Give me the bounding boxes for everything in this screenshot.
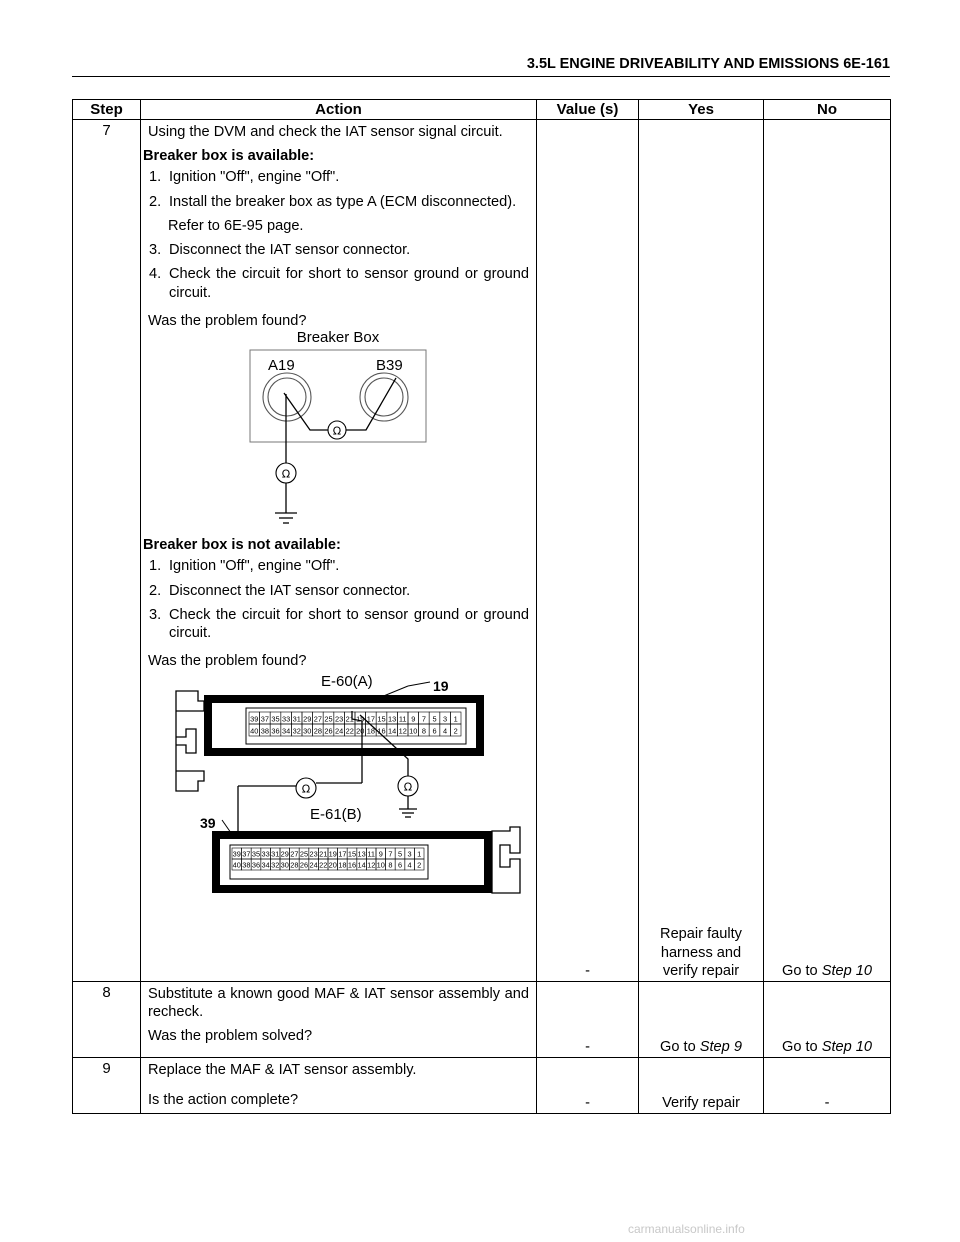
pin-number: 12 (367, 860, 376, 870)
connector-a-label: E-60(A) (321, 672, 373, 690)
pin-number: 23 (334, 714, 344, 724)
pin-number: 25 (299, 849, 309, 859)
pin-number: 10 (376, 860, 385, 870)
pin-number: 34 (261, 860, 270, 870)
pin-number: 8 (388, 860, 393, 870)
step7-intro: Using the DVM and check the IAT sensor signal circuit. (148, 124, 503, 140)
pin-number: 18 (366, 726, 376, 736)
list-item: 4. Check the circuit for short to sensor ground or ground circuit. (149, 266, 529, 301)
table-row-step-7 (73, 120, 891, 982)
pin-number: 32 (271, 860, 280, 870)
pin-number: 25 (324, 714, 333, 724)
pin-number: 39 (250, 714, 259, 724)
pin-number: 29 (303, 714, 312, 724)
pin-number: 4 (443, 726, 448, 736)
pin-number: 39 (232, 849, 241, 859)
col-yes: Yes (639, 100, 764, 120)
pin-number: 33 (261, 849, 270, 859)
page-header: 3.5L ENGINE DRIVEABILITY AND EMISSIONS 6E-161 (526, 56, 890, 72)
step7-notavail-heading: Breaker box is not available: (143, 537, 341, 554)
step7-yes: Repair faulty harness and verify repair (639, 120, 764, 982)
pin-number: 5 (397, 849, 403, 859)
step7-question-1: Was the problem found? (148, 312, 307, 329)
step7-question-2: Was the problem found? (148, 653, 307, 670)
pin-number: 22 (345, 726, 354, 736)
step9-question: Is the action complete? (148, 1092, 299, 1109)
connector-b-label: E-61(B) (310, 805, 362, 823)
pin-number: 10 (409, 726, 418, 736)
connector-e60-a (176, 691, 484, 794)
breaker-box-title: Breaker Box (296, 330, 380, 347)
col-value: Value (s) (537, 100, 639, 120)
list-item: 3. Disconnect the IAT sensor connector. (149, 242, 411, 259)
pin-number: 31 (271, 849, 280, 859)
pin-number: 21 (345, 714, 354, 724)
pin-number: 24 (334, 726, 344, 736)
pin-number: 21 (319, 849, 328, 859)
svg-text:Ω: Ω (332, 424, 342, 438)
pin-number: 7 (388, 849, 393, 859)
table-row-step-8 (73, 982, 891, 1058)
col-step: Step (73, 100, 141, 120)
pin-number: 6 (432, 726, 437, 736)
pin-number: 2 (417, 860, 422, 870)
table-header-row (73, 100, 891, 120)
pin-number: 14 (387, 726, 397, 736)
pin-number: 26 (299, 860, 309, 870)
step7-avail-heading: Breaker box is available: (143, 148, 315, 165)
pin-number: 13 (387, 714, 397, 724)
step9-no: - (764, 1058, 891, 1114)
step9-yes: Verify repair (639, 1058, 764, 1114)
breaker-pin-b39: B39 (376, 357, 403, 375)
pin-39-label: 39 (200, 814, 216, 831)
pin-number: 3 (407, 849, 412, 859)
pin-number: 7 (421, 714, 426, 724)
list-item: 1. Ignition "Off", engine "Off". (149, 169, 340, 186)
pin-19-label: 19 (433, 677, 449, 694)
pin-number: 28 (290, 860, 299, 870)
step8-yes: Go to Step 9 (639, 982, 764, 1058)
ohmmeter-icon (276, 463, 296, 483)
pin-number: 30 (303, 726, 312, 736)
pin-number: 4 (407, 860, 412, 870)
terminal-b39-icon (360, 373, 408, 421)
pin-number: 15 (347, 849, 357, 859)
pin-number: 36 (251, 860, 261, 870)
pin-number: 18 (338, 860, 347, 870)
pin-number: 34 (281, 726, 291, 736)
pin-number: 9 (411, 714, 416, 724)
pin-number: 37 (260, 714, 270, 724)
step8-value: - (537, 982, 639, 1058)
pin-number: 8 (421, 726, 426, 736)
pin-number: 33 (281, 714, 291, 724)
pin-number: 31 (292, 714, 301, 724)
pin-number: 38 (242, 860, 251, 870)
svg-text:Ω: Ω (403, 780, 413, 794)
pin-number: 5 (432, 714, 437, 724)
step8-question: Was the problem solved? (148, 1028, 313, 1045)
pin-number: 22 (319, 860, 328, 870)
pin-number: 17 (338, 849, 347, 859)
step-action (141, 1058, 537, 1114)
pin-number: 20 (328, 860, 337, 870)
list-item: 3. Check the circuit for short to sensor ground or ground circuit. (149, 606, 529, 642)
pin-number: 2 (453, 726, 458, 736)
pin-number: 16 (347, 860, 357, 870)
step8-no: Go to Step 10 (764, 982, 891, 1058)
step7-no: Go to Step 10 (764, 120, 891, 982)
step-number: 8 (73, 982, 141, 1058)
pin-number: 13 (357, 849, 366, 859)
connector-e61-b (212, 827, 520, 893)
pin-number: 35 (271, 714, 280, 724)
pin-number: 9 (378, 849, 383, 859)
table-row-step-9 (73, 1058, 891, 1114)
pin-number: 40 (232, 860, 241, 870)
col-action: Action (141, 100, 537, 120)
step-action (141, 982, 537, 1058)
pin-number: 27 (290, 849, 299, 859)
ohmmeter-icon (296, 778, 316, 798)
pin-number: 24 (309, 860, 318, 870)
ground-icon (399, 809, 417, 817)
pin-number: 30 (280, 860, 289, 870)
ohmmeter-icon (328, 421, 346, 439)
step9-value: - (537, 1058, 639, 1114)
pin-number: 6 (397, 860, 403, 870)
step-action (141, 120, 537, 982)
watermark: carmanualsonline.info (628, 1222, 745, 1236)
pin-number: 3 (443, 714, 448, 724)
pin-number: 11 (398, 714, 407, 724)
pin-number: 17 (366, 714, 376, 724)
list-item: 2. Disconnect the IAT sensor connector. (149, 582, 411, 599)
pin-number: 23 (309, 849, 318, 859)
pin-number: 15 (377, 714, 386, 724)
pin-number: 19 (356, 714, 365, 724)
list-item-note: Refer to 6E-95 page. (168, 217, 304, 234)
pin-number: 1 (417, 849, 422, 859)
col-no: No (764, 100, 891, 120)
step-number: 9 (73, 1058, 141, 1114)
pin-number: 1 (453, 714, 458, 724)
pin-number: 38 (260, 726, 270, 736)
pin-number: 29 (280, 849, 289, 859)
breaker-box-diagram (148, 330, 530, 530)
step9-action-text: Replace the MAF & IAT sensor assembly. (148, 1062, 417, 1078)
step8-action-text: Substitute a known good MAF & IAT sensor assembly and recheck. (148, 986, 529, 1021)
pin-number: 37 (242, 849, 251, 859)
pin-number: 20 (356, 726, 365, 736)
list-item: 1. Ignition "Off", engine "Off". (149, 558, 340, 575)
header-rule (72, 76, 890, 77)
pin-number: 27 (313, 714, 323, 724)
pin-number: 12 (398, 726, 407, 736)
pin-number: 26 (324, 726, 333, 736)
diagnostic-table (72, 99, 891, 1114)
breaker-pin-a19: A19 (268, 357, 295, 375)
ground-icon (275, 513, 297, 523)
pin-number: 14 (357, 860, 366, 870)
step7-value: - (537, 120, 639, 982)
list-item: 2. Install the breaker box as type A (ECM disconnected). (149, 193, 517, 210)
pin-number: 36 (271, 726, 280, 736)
ohmmeter-icon (398, 776, 418, 796)
svg-text:Ω: Ω (301, 782, 311, 796)
pin-number: 32 (292, 726, 301, 736)
pin-number: 28 (313, 726, 323, 736)
pin-number: 11 (367, 849, 376, 859)
ecm-connector-diagram (148, 671, 530, 899)
pin-number: 19 (328, 849, 337, 859)
step-number: 7 (73, 120, 141, 982)
pin-number: 16 (377, 726, 386, 736)
pin-number: 40 (250, 726, 259, 736)
svg-text:Ω: Ω (281, 467, 291, 481)
pin-number: 35 (251, 849, 261, 859)
